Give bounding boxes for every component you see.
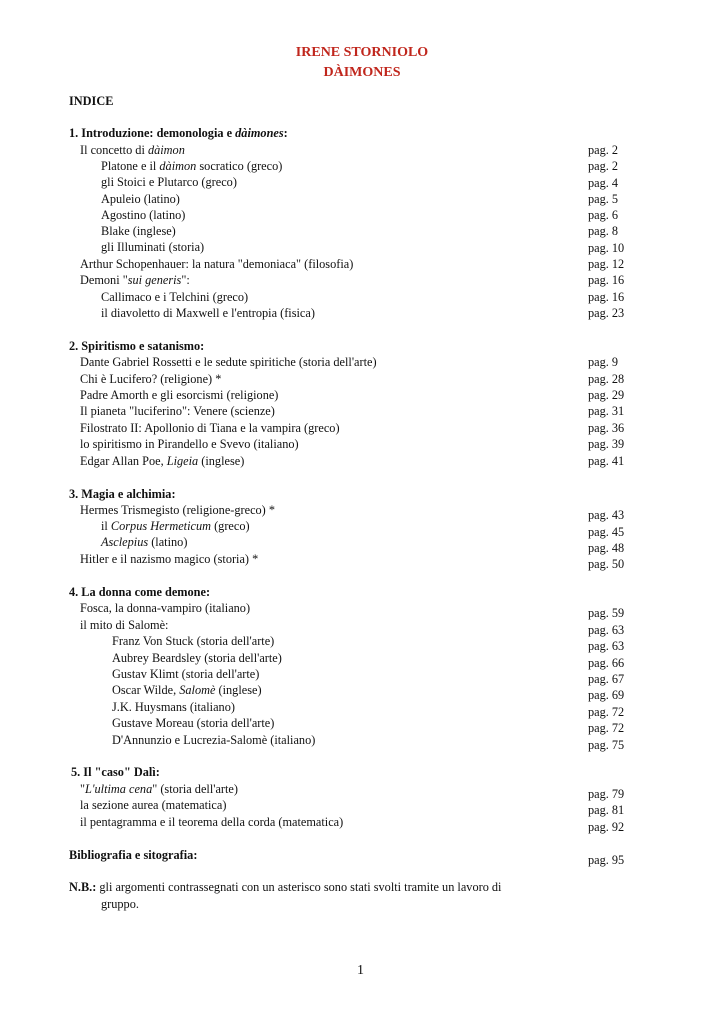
toc-page-ref: pag. 72 xyxy=(588,705,625,719)
toc-entry: Gustave Moreau (storia dell'arte) xyxy=(112,716,275,730)
toc-entry: Platone e il dàimon socratico (greco) xyxy=(101,159,283,173)
bibliography-heading: Bibliografia e sitografia: xyxy=(69,848,198,862)
section-1-heading: 1. Introduzione: demonologia e dàimones: xyxy=(69,126,288,140)
toc-page-ref: pag. 36 xyxy=(588,421,625,435)
toc-entry: Padre Amorth e gli esorcismi (religione) xyxy=(80,388,279,402)
section-5-heading: 5. Il "caso" Dalì: xyxy=(71,765,160,779)
toc-page-ref: pag. 48 xyxy=(588,541,625,555)
toc-page-ref: pag. 79 xyxy=(588,787,625,801)
toc-entry: Blake (inglese) xyxy=(101,224,176,238)
toc-page-ref: pag. 16 xyxy=(588,290,625,304)
toc-page-ref: pag. 16 xyxy=(588,273,625,287)
toc-entry: la sezione aurea (matematica) xyxy=(80,798,227,812)
toc-entry: Il concetto di dàimon xyxy=(80,143,185,157)
toc-page-ref: pag. 39 xyxy=(588,437,625,451)
toc-page-ref: pag. 2 xyxy=(588,159,619,173)
toc-page-ref: pag. 63 xyxy=(588,639,625,653)
toc-entry: Filostrato II: Apollonio di Tiana e la vampira (greco) xyxy=(80,421,340,435)
index-heading: INDICE xyxy=(69,94,114,108)
toc-page-ref: pag. 59 xyxy=(588,606,625,620)
toc-page-ref: pag. 50 xyxy=(588,557,625,571)
section-3-heading: 3. Magia e alchimia: xyxy=(69,487,176,501)
section-4-heading: 4. La donna come demone: xyxy=(69,585,211,599)
page-number: 1 xyxy=(357,963,364,978)
toc-page-ref: pag. 95 xyxy=(588,853,625,867)
toc-entry: gli Stoici e Plutarco (greco) xyxy=(101,175,237,189)
footnote-continuation: gruppo. xyxy=(101,897,139,911)
toc-page-ref: pag. 10 xyxy=(588,241,625,255)
toc-page-ref: pag. 12 xyxy=(588,257,625,271)
toc-entry: Demoni "sui generis": xyxy=(80,273,190,287)
toc-page-ref: pag. 69 xyxy=(588,688,625,702)
toc-page-ref: pag. 2 xyxy=(588,143,619,157)
toc-entry: Aubrey Beardsley (storia dell'arte) xyxy=(112,651,282,665)
toc-page-ref: pag. 29 xyxy=(588,388,625,402)
toc-entry: Hermes Trismegisto (religione-greco) * xyxy=(80,503,276,517)
toc-page-ref: pag. 43 xyxy=(588,508,625,522)
toc-entry: gli Illuminati (storia) xyxy=(101,240,205,254)
toc-entry: Fosca, la donna-vampiro (italiano) xyxy=(80,601,251,615)
toc-entry: Hitler e il nazismo magico (storia) * xyxy=(80,552,259,566)
toc-page-ref: pag. 92 xyxy=(588,820,625,834)
toc-entry: Chi è Lucifero? (religione) * xyxy=(80,372,222,386)
toc-entry: Agostino (latino) xyxy=(101,208,186,222)
toc-page-ref: pag. 63 xyxy=(588,623,625,637)
author-name: IRENE STORNIOLO xyxy=(295,45,429,60)
toc-page-ref: pag. 66 xyxy=(588,656,625,670)
toc-entry: il pentagramma e il teorema della corda (matematica) xyxy=(80,815,344,829)
toc-entry: Dante Gabriel Rossetti e le sedute spiritiche (storia dell'arte) xyxy=(80,355,377,369)
toc-entry: Edgar Allan Poe, Ligeia (inglese) xyxy=(80,454,245,468)
toc-entry: Apuleio (latino) xyxy=(101,192,180,206)
toc-entry: Oscar Wilde, Salomè (inglese) xyxy=(112,683,262,697)
toc-page-ref: pag. 23 xyxy=(588,306,625,320)
toc-page-ref: pag. 75 xyxy=(588,738,625,752)
document-title: DÀIMONES xyxy=(323,65,401,80)
toc-entry: Asclepius (latino) xyxy=(101,535,188,549)
footnote: N.B.: gli argomenti contrassegnati con un asterisco sono stati svolti tramite un lavoro di xyxy=(69,880,502,894)
toc-page-ref: pag. 41 xyxy=(588,454,625,468)
toc-page-ref: pag. 9 xyxy=(588,355,619,369)
toc-page-ref: pag. 31 xyxy=(588,404,625,418)
toc-entry: D'Annunzio e Lucrezia-Salomè (italiano) xyxy=(112,733,316,747)
toc-entry: Callimaco e i Telchini (greco) xyxy=(101,290,249,304)
toc-entry: Franz Von Stuck (storia dell'arte) xyxy=(112,634,275,648)
toc-page-ref: pag. 5 xyxy=(588,192,619,206)
toc-page-ref: pag. 45 xyxy=(588,525,625,539)
toc-entry: Arthur Schopenhauer: la natura "demoniaca" (filosofia) xyxy=(80,257,354,271)
toc-entry: il mito di Salomè: xyxy=(80,618,169,632)
toc-entry: il diavoletto di Maxwell e l'entropia (fisica) xyxy=(101,306,315,320)
toc-page-ref: pag. 28 xyxy=(588,372,625,386)
section-2-heading: 2. Spiritismo e satanismo: xyxy=(69,339,205,353)
toc-entry: il Corpus Hermeticum (greco) xyxy=(101,519,250,533)
toc-page-ref: pag. 72 xyxy=(588,721,625,735)
toc-page-ref: pag. 8 xyxy=(588,224,619,238)
toc-page-ref: pag. 6 xyxy=(588,208,619,222)
toc-page-ref: pag. 81 xyxy=(588,803,625,817)
toc-entry: J.K. Huysmans (italiano) xyxy=(112,700,235,714)
toc-entry: "L'ultima cena" (storia dell'arte) xyxy=(80,782,238,796)
toc-page-ref: pag. 4 xyxy=(588,176,619,190)
toc-entry: Gustav Klimt (storia dell'arte) xyxy=(112,667,260,681)
toc-entry: Il pianeta "luciferino": Venere (scienze) xyxy=(80,404,275,418)
toc-page-ref: pag. 67 xyxy=(588,672,625,686)
toc-entry: lo spiritismo in Pirandello e Svevo (italiano) xyxy=(80,437,299,451)
